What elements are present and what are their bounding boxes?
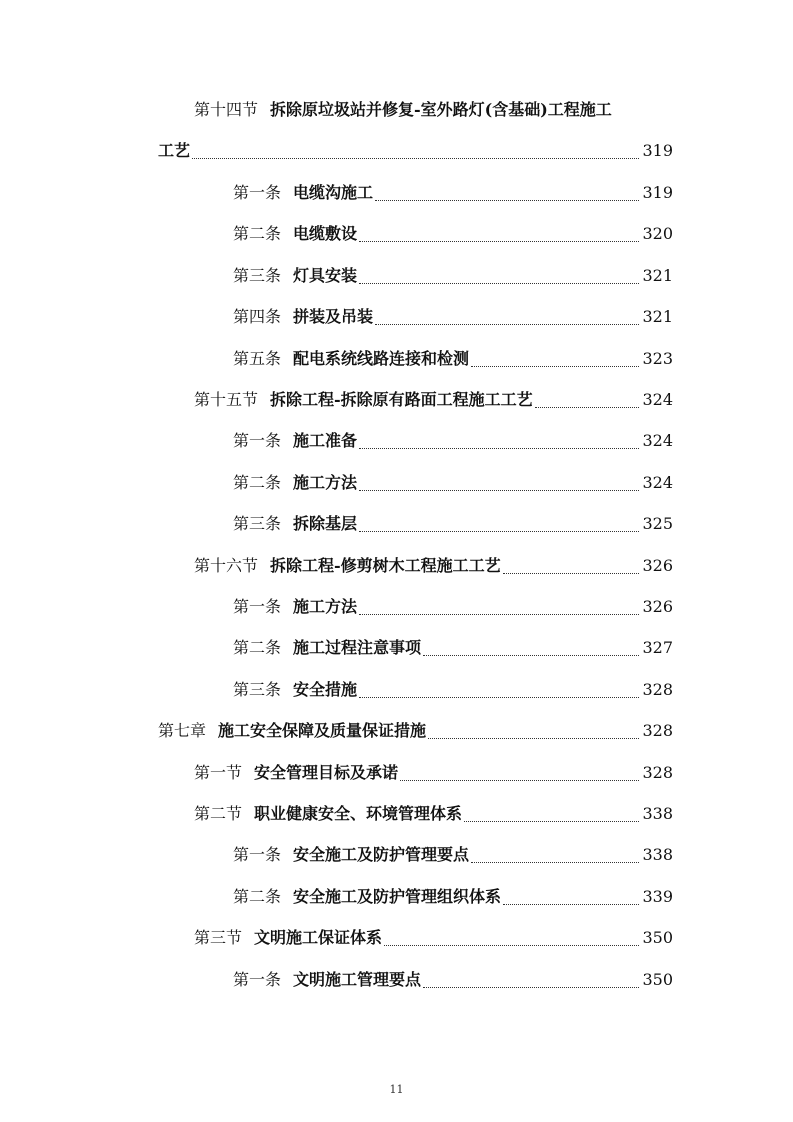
toc-entry-title: 拆除工程-修剪树木工程施工工艺 [270,555,501,575]
toc-entry-page: 327 [642,638,673,658]
toc-entry[interactable] [233,261,673,291]
toc-entry[interactable] [233,965,673,995]
toc-entry-number: 第十六节 [194,555,259,575]
toc-entry[interactable] [233,675,673,705]
toc-entry-title: 拼装及吊装 [293,307,374,327]
toc-entry-title: 安全措施 [293,679,358,699]
toc-entry-number: 第三条 [233,265,282,285]
dot-leader [464,820,639,822]
toc-entry-page: 350 [642,969,673,989]
toc-entry-number: 第七章 [158,721,207,741]
toc-entry-number: 第四条 [233,307,282,327]
dot-leader [535,406,640,408]
toc-entry-page: 350 [642,928,673,948]
toc-entry-number: 第二条 [233,472,282,492]
toc-entry[interactable] [233,344,673,374]
toc-entry-title: 电缆沟施工 [293,183,374,202]
toc-entry-page: 320 [642,224,673,244]
dot-leader [503,903,639,905]
toc-entry-title: 灯具安装 [293,265,358,285]
toc-entry-number: 第二条 [233,224,282,244]
toc-entry[interactable] [194,758,673,788]
dot-leader [359,530,639,532]
toc-entry[interactable] [233,882,673,912]
toc-entry-number: 第一条 [233,183,282,202]
toc-entry-number: 第三节 [194,928,243,948]
toc-entry-title: 施工过程注意事项 [293,638,422,658]
toc-entry-number: 第二节 [194,804,243,823]
toc-entry-number: 第十四节 [194,100,259,119]
toc-entry-number: 第三条 [233,514,282,534]
toc-entry-number: 第一条 [233,969,282,989]
toc-entry-section14-line2[interactable] [158,136,673,166]
dot-leader [423,654,639,656]
toc-entry[interactable] [194,385,673,415]
toc-entry[interactable] [194,551,673,581]
toc-entry-page: 328 [642,721,673,741]
toc-entry-page: 325 [642,514,673,534]
dot-leader [359,282,639,284]
toc-entry[interactable] [233,178,673,208]
toc-entry-page: 321 [642,265,673,285]
toc-entry[interactable] [233,633,673,663]
toc-entry-title: 安全管理目标及承诺 [254,762,399,782]
toc-entry-page: 339 [642,886,673,906]
toc-entry-number: 第一条 [233,597,282,616]
toc-entry-page: 324 [642,431,673,451]
toc-entry-title: 文明施工保证体系 [254,928,383,948]
toc-entry-page: 323 [642,348,673,368]
toc-entry[interactable] [233,592,673,622]
toc-entry-number: 第二条 [233,638,282,658]
toc-entry-page: 338 [642,804,673,823]
toc-entry-page: 319 [642,183,673,202]
dot-leader [375,199,639,201]
toc-entry-title: 安全施工及防护管理要点 [293,845,470,865]
toc-entry-title: 施工准备 [293,431,358,451]
toc-entry-number: 第一条 [233,431,282,451]
dot-leader [471,861,639,863]
toc-entry[interactable] [233,302,673,332]
toc-entry-title: 施工安全保障及质量保证措施 [218,721,427,741]
dot-leader [428,737,639,739]
toc-entry-page: 328 [642,679,673,699]
toc-entry-page: 338 [642,845,673,865]
toc-entry-title: 拆除原垃圾站并修复-室外路灯(含基础)工程施工 [270,100,612,119]
dot-leader [471,365,639,367]
dot-leader [375,323,639,325]
toc-entry-page: 324 [642,472,673,492]
toc-entry[interactable] [194,923,673,953]
dot-leader [359,489,639,491]
toc-entry-page: 328 [642,762,673,782]
dot-leader [400,779,639,781]
toc-entry-page: 321 [642,307,673,327]
toc-entry-title: 拆除工程-拆除原有路面工程施工工艺 [270,390,533,409]
toc-entry-number: 第十五节 [194,390,259,409]
toc-entry-number: 第一条 [233,845,282,865]
toc-entry-title: 施工方法 [293,597,358,616]
toc-entry-title: 文明施工管理要点 [293,969,422,989]
dot-leader [359,447,639,449]
dot-leader [423,986,639,988]
toc-entry[interactable] [233,426,673,456]
toc-entry-page: 326 [642,555,673,575]
dot-leader [503,572,640,574]
toc-entry-page: 319 [642,141,673,160]
page-number: 11 [389,1083,404,1096]
toc-entry-number: 第五条 [233,348,282,368]
toc-entry-title: 职业健康安全、环境管理体系 [254,804,463,823]
toc-entry[interactable] [233,219,673,249]
toc-entry-title-continued: 工艺 [158,141,191,160]
toc-entry-page: 326 [642,597,673,616]
toc-entry-title: 电缆敷设 [293,224,358,244]
dot-leader [384,944,639,946]
toc-entry-title: 拆除基层 [293,514,358,534]
toc-entry[interactable] [158,716,673,746]
toc-entry[interactable] [233,840,673,870]
toc-entry-section14-line1[interactable] [194,95,674,125]
toc-entry[interactable] [233,509,673,539]
toc-entry-title: 配电系统线路连接和检测 [293,348,470,368]
toc-entry-title: 安全施工及防护管理组织体系 [293,886,502,906]
toc-entry-title: 施工方法 [293,472,358,492]
toc-entry-number: 第二条 [233,886,282,906]
toc-entry-page: 324 [642,390,673,409]
dot-leader [359,613,639,615]
dot-leader [192,157,639,159]
toc-entry[interactable] [194,799,673,829]
dot-leader [359,696,639,698]
toc-entry-number: 第一节 [194,762,243,782]
dot-leader [359,240,639,242]
toc-entry-number: 第三条 [233,679,282,699]
toc-entry[interactable] [233,468,673,498]
